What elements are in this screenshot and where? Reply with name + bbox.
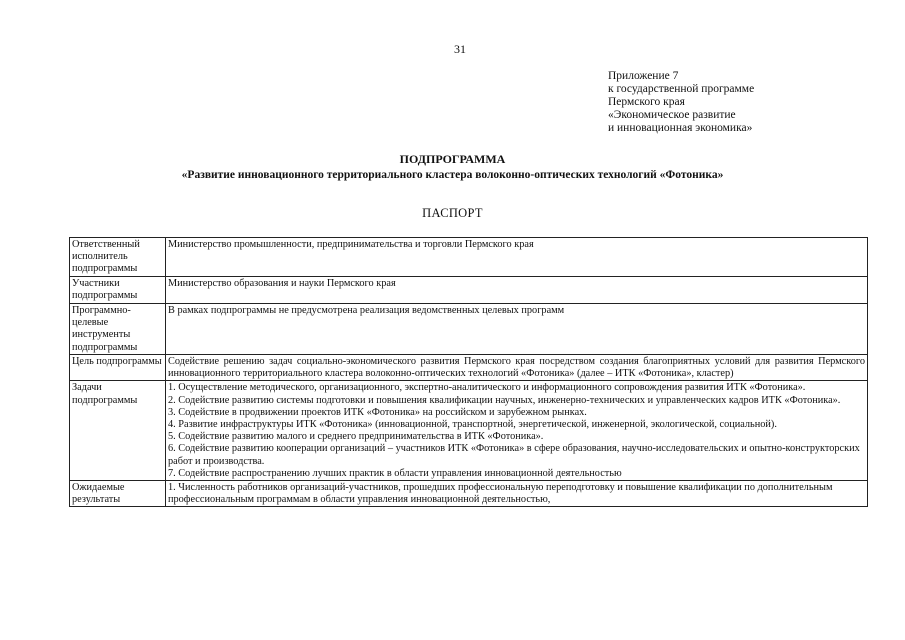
list-item: 4. Развитие инфраструктуры ИТК «Фотоника» (инновационной, транспортной, энергетической, инженерной, экологической, социальной). <box>168 419 777 431</box>
passport-title: ПАСПОРТ <box>422 206 483 220</box>
row-value: Министерство образования и науки Пермского края <box>166 277 868 304</box>
list-item: 1. Осуществление методического, организационного, экспертно-аналитического и информационного сопровождения развития ИТК «Фотоника». <box>168 382 806 394</box>
table-row <box>70 381 868 481</box>
subprogram-name: «Развитие инновационного территориального кластера волоконно-оптических технологий «Фотоника» <box>181 169 724 181</box>
row-label: Участники подпрограммы <box>70 277 166 304</box>
list-item: 6. Содействие развитию кооперации организаций – участников ИТК «Фотоника» в сфере образования, научно-исследовательских и опытно-конструкторских работ и производства. <box>168 443 860 467</box>
list-item: 3. Содействие в продвижении проектов ИТК «Фотоника» на российском и зарубежном рынках. <box>168 406 587 418</box>
appendix-line: к государственной программе <box>608 83 755 95</box>
list-item: 2. Содействие развитию системы подготовки и повышения квалификации научных, инженерно-технических и управленческих кадров ИТК «Фотоника». <box>168 394 841 406</box>
row-value: В рамках подпрограммы не предусмотрена реализация ведомственных целевых программ <box>166 304 868 355</box>
row-label: Задачи подпрограммы <box>70 381 166 481</box>
appendix-note <box>608 70 754 135</box>
list-item: 7. Содействие распространению лучших практик в области управления инновационной деятельностью <box>168 467 622 479</box>
tasks-list <box>166 381 868 481</box>
appendix-line: и инновационная экономика» <box>608 122 753 134</box>
row-label: Цель подпрограммы <box>70 355 166 381</box>
page-number: 31 <box>454 42 466 56</box>
row-value: Министерство промышленности, предпринимательства и торговли Пермского края <box>166 238 868 277</box>
appendix-line: Пермского края <box>608 96 685 108</box>
row-label: Ожидаемые результаты <box>70 481 166 507</box>
table-row <box>70 277 868 304</box>
row-label: Программно-целевые инструменты подпрограммы <box>70 304 166 355</box>
appendix-line: Приложение 7 <box>608 70 679 82</box>
passport-table <box>69 237 868 507</box>
table-row <box>70 481 868 507</box>
subprogram-title: ПОДПРОГРАММА <box>399 152 506 166</box>
row-value: 1. Численность работников организаций-участников, прошедших профессиональную переподготовку и повышение квалификации по дополнительным профессиональным программам в области управления инновационной деятельностью, <box>166 481 868 507</box>
appendix-line: «Экономическое развитие <box>608 109 736 121</box>
row-value: Содействие решению задач социально-экономического развития Пермского края посредством создания благоприятных условий для развития Пермского инновационного территориального кластера волоконно-оптических технологий «Фотоника» (далее – ИТК «Фотоника», кластер) <box>166 355 868 381</box>
table-row <box>70 238 868 277</box>
table-row <box>70 355 868 381</box>
list-item: 5. Содействие развитию малого и среднего предпринимательства в ИТК «Фотоника». <box>168 431 544 443</box>
table-row <box>70 304 868 355</box>
row-label: Ответственный исполнитель подпрограммы <box>70 238 166 277</box>
